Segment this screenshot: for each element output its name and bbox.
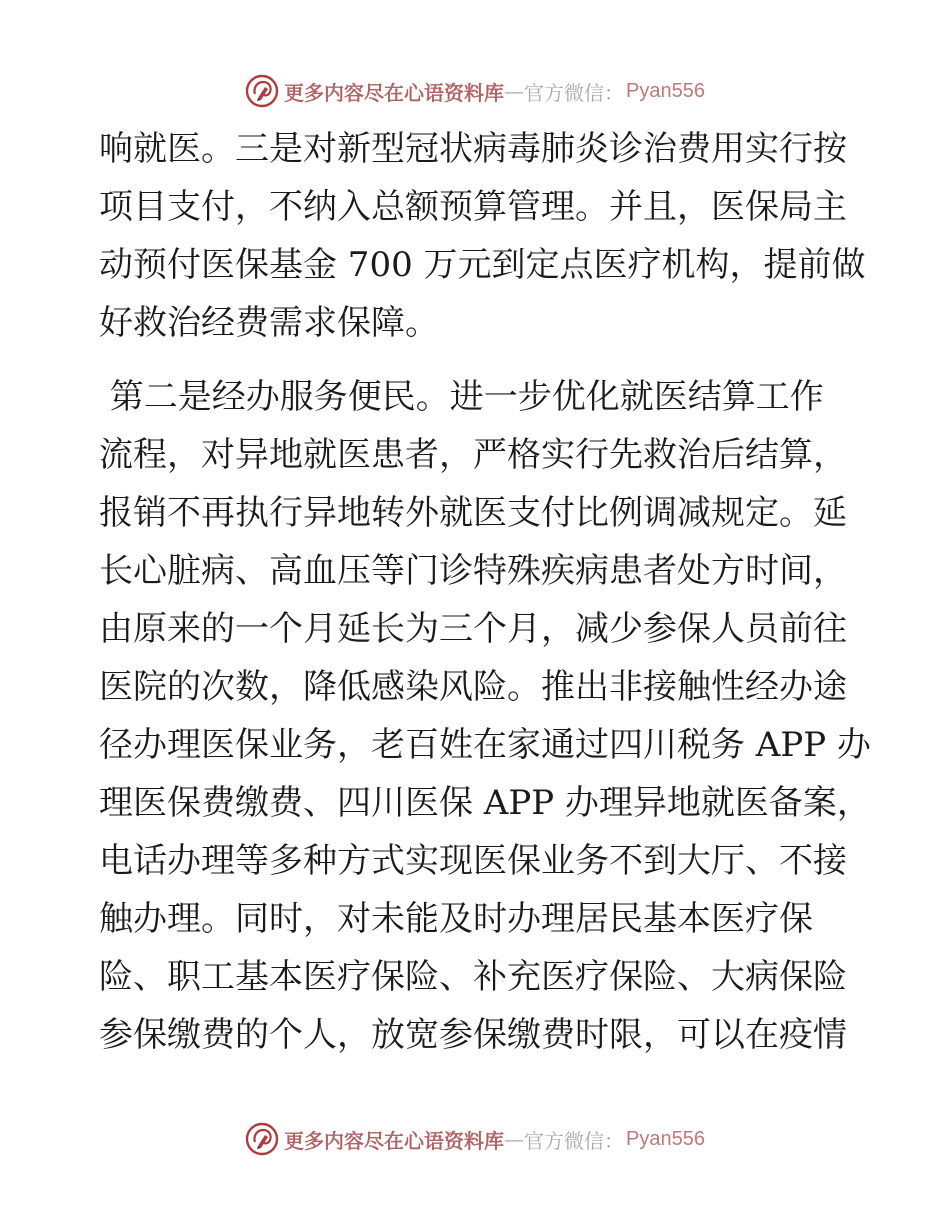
paragraph-2: [99, 368, 869, 1064]
text-line: 动预付医保基金 700 万元到定点医疗机构，提前做: [99, 245, 866, 285]
text-line: 电话办理等多种方式实现医保业务不到大厅、不接: [99, 841, 847, 881]
text-line: 医院的次数，降低感染风险。推出非接触性经办途: [99, 667, 847, 707]
watermark-contact-id: Pyan556: [626, 1127, 705, 1150]
brain-logo-icon: [245, 1122, 279, 1156]
footer-watermark: [0, 1122, 950, 1156]
document-body: [99, 120, 869, 1064]
watermark-site-text: 更多内容尽在心语资料库: [284, 1128, 505, 1153]
text-line: 参保缴费的个人，放宽参保缴费时限，可以在疫情: [99, 1015, 847, 1055]
text-line: 由原来的一个月延长为三个月，减少参保人员前往: [99, 609, 847, 649]
text-line: 险、职工基本医疗保险、补充医疗保险、大病保险: [99, 957, 847, 997]
text-line: 项目支付，不纳入总额预算管理。并且，医保局主: [99, 187, 847, 227]
text-line: 第二是经办服务便民。进一步优化就医结算工作: [99, 377, 824, 417]
watermark-dash: —: [504, 79, 525, 103]
text-line: 报销不再执行异地转外就医支付比例调减规定。延: [99, 493, 847, 533]
watermark-site-text: 更多内容尽在心语资料库: [284, 80, 505, 105]
text-line: 理医保费缴费、四川医保 APP 办理异地就医备案，: [99, 783, 871, 823]
text-line: 响就医。三是对新型冠状病毒肺炎诊治费用实行按: [99, 129, 847, 169]
watermark-contact-id: Pyan556: [626, 79, 705, 102]
brain-logo-icon: [245, 74, 279, 108]
header-watermark: [0, 74, 950, 108]
paragraph-1: [99, 120, 869, 352]
text-line: 触办理。同时，对未能及时办理居民基本医疗保: [99, 899, 813, 939]
watermark-contact-label: 官方微信：: [524, 1128, 625, 1153]
text-line: 流程，对异地就医患者，严格实行先救治后结算，: [99, 435, 847, 475]
watermark-dash: —: [504, 1127, 525, 1151]
paragraph-gap: [99, 352, 869, 368]
text-line: 径办理医保业务，老百姓在家通过四川税务 APP 办: [99, 725, 871, 765]
text-line: 长心脏病、高血压等门诊特殊疾病患者处方时间，: [99, 551, 847, 591]
text-line: 好救治经费需求保障。: [99, 303, 439, 343]
watermark-contact-label: 官方微信：: [524, 80, 625, 105]
